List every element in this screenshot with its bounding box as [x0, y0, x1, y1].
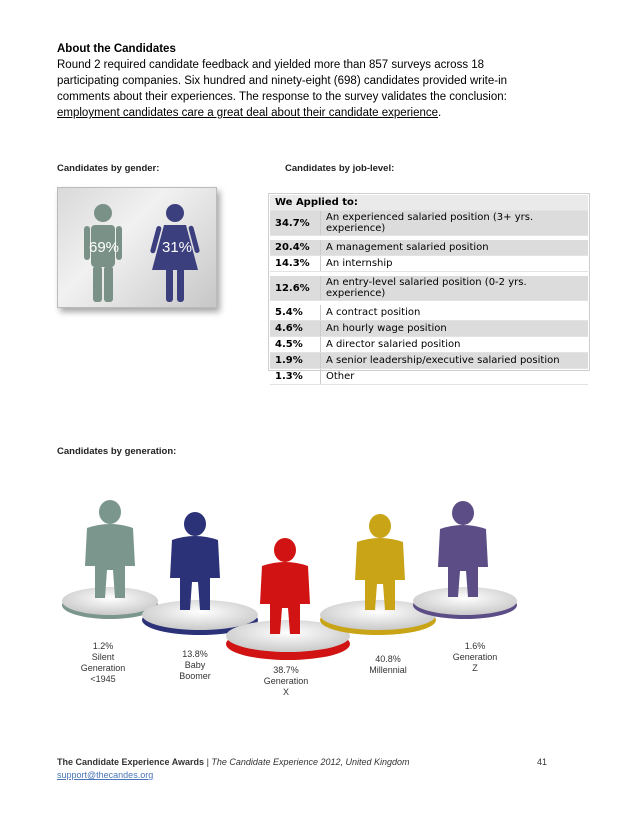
about-paragraph	[57, 57, 577, 121]
about-line: participating companies. Six hundred and ninety-eight (698) candidates provided write-in	[57, 75, 508, 87]
footer-separator: |	[204, 757, 212, 767]
gen-name: Generation	[263, 676, 309, 686]
gen-name: X	[282, 687, 289, 697]
silent-generation-figure-icon	[85, 500, 135, 598]
table-row	[270, 337, 588, 353]
gen-percent: 1.6%	[464, 641, 486, 651]
gen-name: Baby	[184, 660, 206, 670]
email-link[interactable]: support@thecandes.org	[57, 770, 154, 780]
table-row	[270, 276, 588, 301]
about-line: Round 2 required candidate feedback and yielded more than 857 surveys across 18	[57, 59, 485, 71]
generation-z-label	[442, 641, 508, 674]
generation-label: Candidates by generation:	[57, 446, 177, 457]
millennial-figure-icon	[355, 514, 405, 610]
joblevel-label: Candidates by job-level:	[285, 163, 395, 174]
conclusion-period: .	[438, 107, 442, 119]
row-description: Other	[321, 369, 589, 385]
silent-generation-label	[70, 641, 136, 685]
table-row	[270, 240, 588, 256]
table-row	[270, 321, 588, 337]
table-row	[270, 353, 588, 369]
gen-percent: 38.7%	[273, 665, 299, 675]
section-title: About the Candidates	[57, 43, 176, 55]
table-row	[270, 369, 588, 385]
about-line	[57, 105, 577, 121]
row-percent: 5.4%	[270, 305, 321, 321]
gen-name: Z	[472, 663, 478, 673]
row-description: A management salaried position	[321, 240, 589, 256]
row-percent: 1.3%	[270, 369, 321, 385]
gen-percent: 1.2%	[92, 641, 114, 651]
row-percent: 4.5%	[270, 337, 321, 353]
row-description: An hourly wage position	[321, 321, 589, 337]
row-percent: 1.9%	[270, 353, 321, 369]
row-description: A director salaried position	[321, 337, 589, 353]
table-row	[270, 256, 588, 272]
page-number: 41	[537, 757, 548, 767]
row-description: An internship	[321, 256, 589, 272]
row-percent: 4.6%	[270, 321, 321, 337]
gen-name: Boomer	[179, 671, 211, 681]
row-description: A senior leadership/executive salaried position	[321, 353, 589, 369]
gen-name: <1945	[90, 674, 116, 684]
row-description: A contract position	[321, 305, 589, 321]
gen-percent: 40.8%	[375, 654, 401, 664]
female-percent: 31%	[162, 239, 193, 256]
table-row	[270, 305, 588, 321]
conclusion-underlined: employment candidates care a great deal about their candidate experience	[57, 107, 439, 119]
gen-name: Silent	[91, 652, 115, 662]
about-line: comments about their experiences. The response to the survey validates the conclusion:	[57, 91, 507, 103]
row-percent: 20.4%	[270, 240, 321, 256]
gender-figure-panel	[57, 187, 217, 308]
row-percent: 12.6%	[270, 276, 321, 301]
gender-figures	[58, 188, 216, 307]
table-row	[270, 211, 588, 236]
footer-publication: The Candidate Experience 2012, United Kingdom	[211, 757, 410, 767]
gender-label: Candidates by gender:	[57, 163, 160, 174]
table-header: We Applied to:	[270, 195, 588, 211]
gen-name: Generation	[452, 652, 498, 662]
gen-percent: 13.8%	[182, 649, 208, 659]
male-percent: 69%	[89, 239, 120, 256]
footer	[57, 757, 410, 767]
gen-name: Millennial	[369, 665, 407, 675]
pedestal-genz	[413, 587, 517, 619]
generation-z-figure-icon	[438, 501, 488, 597]
footer-org: The Candidate Experience Awards	[57, 757, 205, 767]
joblevel-table	[270, 195, 588, 385]
gen-name: Generation	[80, 663, 126, 673]
baby-boomer-figure-icon	[170, 512, 220, 610]
generation-x-figure-icon	[260, 538, 310, 634]
row-percent: 14.3%	[270, 256, 321, 272]
row-description: An experienced salaried position (3+ yrs. experience)	[321, 211, 589, 236]
millennial-label	[355, 654, 421, 676]
generation-x-label	[253, 665, 319, 698]
row-percent: 34.7%	[270, 211, 321, 236]
baby-boomer-label	[165, 649, 225, 682]
row-description: An entry-level salaried position (0-2 yrs. experience)	[321, 276, 589, 301]
